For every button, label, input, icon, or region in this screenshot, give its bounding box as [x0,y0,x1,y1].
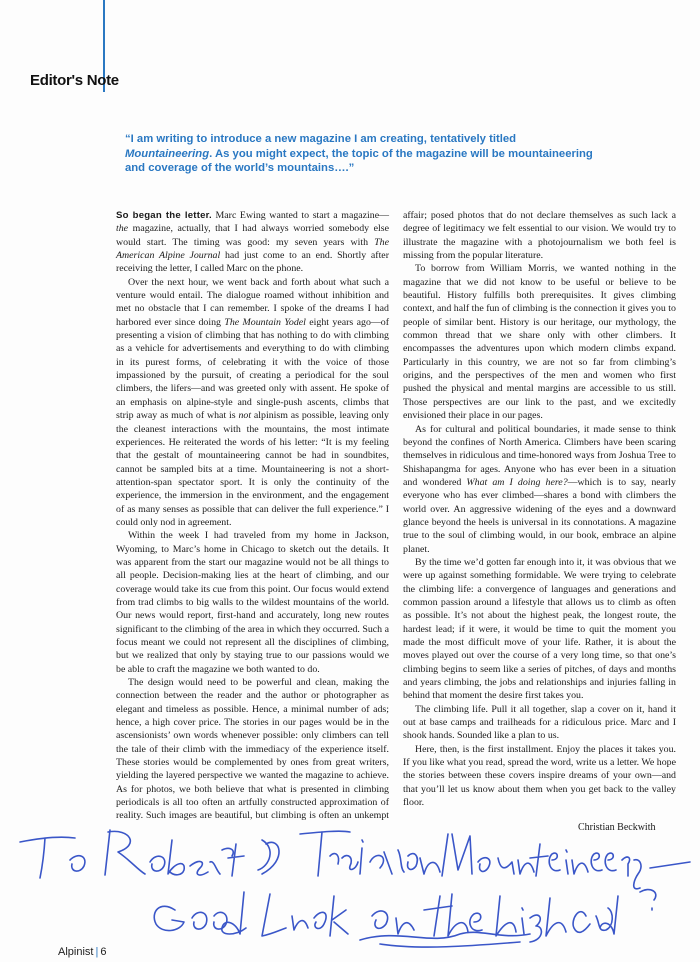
pull-quote-part1: “I am writing to introduce a new magazine I am creating, tentatively titled [125,133,517,145]
pull-quote-title: Mountaineering [125,147,210,160]
p2-text-b: eight years ago—of presenting a vision of climbing that has nothing to do with climbing as a vehicle for advertisements and everything to do with climbing in its purest forms, of celebrating it with the voice of those impassioned by the pursuit, of creating a periodical for the soul climbers, the lifers—and was greeted only with assent. He spoke of an emphasis on alpine-style and single-push ascents, climbs that strip away as much of what is [116,316,389,422]
pull-quote [125,132,605,176]
footer-magazine-name: Alpinist [58,946,94,958]
paragraph-2 [116,276,389,530]
p6-emphasis: What am I doing here? [466,476,568,488]
footer-divider: | [95,946,99,958]
p6-text-a: As for cultural and political boundaries, it made sense to think beyond the confines of North America. Climbers have been scaring themselves in ridiculous and time-honored ways from Joshua Tree to Shishapangma for ages. Anyone who has ever been in a situation and wondered [403,423,676,488]
paragraph-8: The climbing life. Pull it all together, slap a cover on it, hand it out at base camps and trailheads for a ridiculous price. Marc and I shook hands. Sounded like a plan to us. [403,703,676,742]
pull-quote-part2: . As you might expect, the topic of the magazine will be mountaineering and coverage of the world’s mountains….” [125,147,593,174]
p2-book-title: The Mountain Yodel [224,316,306,328]
article-body [116,209,676,839]
paragraph-5: To borrow from William Morris, we wanted nothing in the magazine that we did not know to be useful or believe to be beautiful. History fulfills both prerequisites. It gives climbing context, and half the fun of climbing is the connection it gives you to people of similar bent. History is our heritage, our mythology, the common thread that we share only with other climbers. It encompasses the adventures upon which modern climbs expand. Particularly in this country, we are not so far from climbing’s origins, and the perspectives of the men and women who first pushed the physical and mental margins are accessible to us still. Those perspectives are our link to the past, and we excitedly envisioned their place in our pages. [403,263,676,422]
author-signature: Christian Beckwith [578,822,656,833]
p1-text-a: Marc Ewing wanted to start a magazine— [211,210,389,221]
page-footer [58,946,106,958]
lead-in: So began the letter. [116,210,212,221]
footer-page-number: 6 [100,946,107,958]
p2-text-c: alpinism as possible, leaving only the cleanest interactions with the mountains, the most intimate experiences. He reiterated the words of his letter: “It is my feeling that the gestalt of mountaineering cannot be had in soundbites, cannot be sampled bits at a time. Mountaineering is not a short-attention-span spectator sport. It is only the continuity of the experience, the immersion in the environment, and the engagement of as many senses as possible that can deliver the full experience.” I could only nod in agreement. [116,410,389,528]
paragraph-9: Here, then, is the first installment. Enjoy the places it takes you. If you like what you read, spread the word, write us a letter. We hope the stories between these covers inspire dreams of your own—and that you’ll let us know about them when you get back to the valley floor. [403,743,676,809]
paragraph-3: Within the week I had traveled from my home in Jackson, Wyoming, to Marc’s home in Chicago to sketch out the details. It was apparent from the start our magazine would not be all things to all people. Decision-making lies at the heart of climbing, and our coverage would take its cue from this point. Our focus would extend from trad climbs to big walls to the wildest mountains of the world. Our news would report, first-hand and accurately, long new routes significant to the climbing of the area in which they occurred. Such a focus meant we could not represent all the disciplines of climbing, but we realized that only by staying true to our passions would we be able to craft the magazine we both wanted to do. [116,530,389,675]
p1-emphasis: the [116,223,129,235]
section-title: Editor's Note [30,72,119,89]
p1-text-c: had just come to an end. Shortly after receiving the letter, I called Marc on the phone. [116,250,389,275]
p2-text-a: Over the next hour, we went back and forth about what such a venture would entail. The dialogue roamed without inhibition and met no obstacle that I can remember. I spoke of the dreams I had harbored ever since doing [116,276,389,328]
p2-emphasis: not [238,410,252,422]
p1-text-b: magazine, actually, that I had always worried somebody else would start. The timing was good: my seven years with [116,223,389,248]
handwritten-inscription [0,800,700,950]
paragraph-7: By the time we’d gotten far enough into it, it was obvious that we were up against something formidable. We were trying to celebrate the climbing life: a convergence of languages and generations and common passion around a lifestyle that allows us to climb as often as possible. It’s not about the highest peak, the longest route, the hardest lead; if it were, it would be time to quit the moment you made the most difficult move of your life. Rather, it is about the moves played out over the course of a very long time, so that one’s climbing begins to seem like a series of pitches, of days and months and years climbing, the jobs and relationships and injuries falling in behind that moment the desire first takes you. [403,556,676,702]
paragraph-6 [403,423,676,556]
paragraph-1 [116,209,389,276]
p1-journal-title: The American Alpine Journal [116,236,389,262]
p6-text-b: —which is to say, nearly everyone who has ever climbed—shares a bond with climbers the world over. An aggressive widening of the eyes and a downward glance beyond the heels is universal in its connotations. A magazine true to the soul of climbing would, in our book, embrace an alpine planet. [403,476,676,555]
paragraph-4: The design would need to be powerful and clean, making the connection between the reader and the author or photographer as elegant and timeless as possible. Hence, a minimal number of ads; hence, a high cover price. The stories in our pages would be in the ascensionists’ own words whenever possible: only climbers can tell the tale of their climb with the immediacy of the experience itself. These stories would be complemented by ones from great writers, yielding the layered perspective we wanted the magazine to achieve. As for photos, we both believe that what is presented in climbing periodicals is all too often an artfully constructed approximation of reality. Such images are beautiful, but climbing is often an unkempt affair; posed photos that do not declare themselves as such lack a degree of legitimacy we felt essential to our vision. We would try to illustrate the magazine with a photojournalism we both feel is missing from the popular literature. [116,210,676,822]
